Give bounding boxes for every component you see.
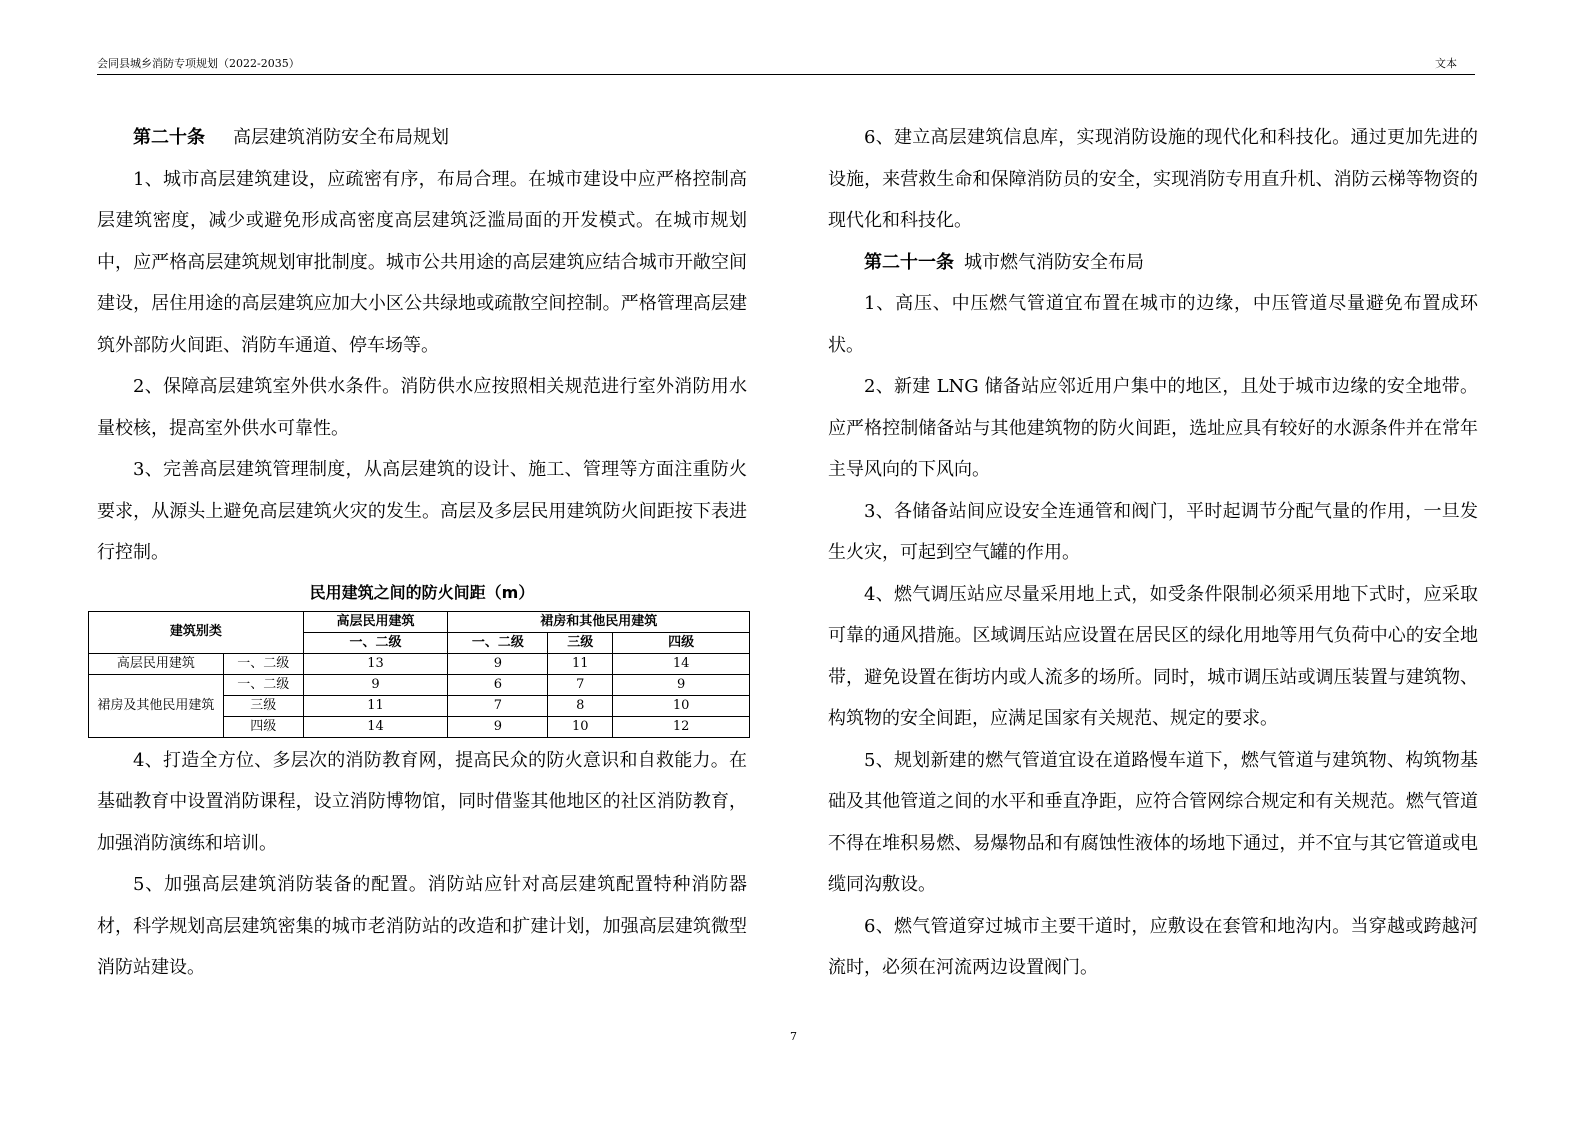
left-column xyxy=(97,117,747,989)
fire-separation-table xyxy=(88,611,750,738)
right-column xyxy=(828,117,1478,989)
table-cell: 9 xyxy=(613,674,750,695)
article-title: 高层建筑消防安全布局规划 xyxy=(233,127,449,148)
table-cell: 7 xyxy=(548,674,613,695)
header-category: 建筑别类 xyxy=(89,611,304,653)
article-20-heading xyxy=(97,117,747,159)
gas-paragraph-4: 4、燃气调压站应尽量采用地上式，如受条件限制必须采用地下式时，应采取可靠的通风措施。区域调压站应设置在居民区的绿化用地等用气负荷中心的安全地带，避免设置在街坊内或人流多的场所。同时，城市调压站或调压装置与建筑物、构筑物的安全间距，应满足国家有关规范、规定的要求。 xyxy=(828,583,1478,729)
table-cell: 13 xyxy=(303,653,448,674)
page-header xyxy=(97,54,1475,75)
table-cell: 12 xyxy=(613,716,750,737)
table-cell: 8 xyxy=(548,695,613,716)
section-label: 文本 xyxy=(1435,57,1457,70)
table-cell: 7 xyxy=(448,695,548,716)
paragraph-2: 2、保障高层建筑室外供水条件。消防供水应按照相关规范进行室外消防用水量校核，提高室外供水可靠性。 xyxy=(97,376,747,439)
paragraph-5: 5、加强高层建筑消防装备的配置。消防站应针对高层建筑配置特种消防器材，科学规划高层建筑密集的城市老消防站的改造和扩建计划，加强高层建筑微型消防站建设。 xyxy=(97,874,747,978)
table-cell: 14 xyxy=(303,716,448,737)
row-grade: 三级 xyxy=(223,695,303,716)
table-cell: 10 xyxy=(613,695,750,716)
table-cell: 6 xyxy=(448,674,548,695)
header-grade-4: 四级 xyxy=(613,632,750,653)
header-grade-3: 三级 xyxy=(548,632,613,653)
row-group-label: 裙房及其他民用建筑 xyxy=(89,674,224,737)
table-cell: 10 xyxy=(548,716,613,737)
table-row xyxy=(89,674,750,695)
article-number: 第二十一条 xyxy=(864,251,954,273)
table-cell: 11 xyxy=(303,695,448,716)
header-podium: 裙房和其他民用建筑 xyxy=(448,611,750,632)
paragraph-6: 6、建立高层建筑信息库，实现消防设施的现代化和科技化。通过更加先进的设施，来营救生命和保障消防员的安全，实现消防专用直升机、消防云梯等物资的现代化和科技化。 xyxy=(828,127,1478,231)
header-grade-12b: 一、二级 xyxy=(448,632,548,653)
table-cell: 9 xyxy=(448,653,548,674)
gas-paragraph-5: 5、规划新建的燃气管道宜设在道路慢车道下，燃气管道与建筑物、构筑物基础及其他管道之间的水平和垂直净距，应符合管网综合规定和有关规范。燃气管道不得在堆积易燃、易爆物品和有腐蚀性液体的场地下通过，并不宜与其它管道或电缆同沟敷设。 xyxy=(828,749,1478,895)
paragraph-3: 3、完善高层建筑管理制度，从高层建筑的设计、施工、管理等方面注重防火要求，从源头上避免高层建筑火灾的发生。高层及多层民用建筑防火间距按下表进行控制。 xyxy=(97,459,747,563)
page-number: 7 xyxy=(790,1030,797,1043)
row-grade: 四级 xyxy=(223,716,303,737)
table-title: 民用建筑之间的防火间距（m） xyxy=(309,582,535,602)
gas-paragraph-2: 2、新建 LNG 储备站应邻近用户集中的地区，且处于城市边缘的安全地带。应严格控制储备站与其他建筑物的防火间距，选址应具有较好的水源条件并在常年主导风向的下风向。 xyxy=(828,376,1478,480)
header-highrise: 高层民用建筑 xyxy=(303,611,448,632)
table-cell: 9 xyxy=(303,674,448,695)
paragraph-4: 4、打造全方位、多层次的消防教育网，提高民众的防火意识和自救能力。在基础教育中设置消防课程，设立消防博物馆，同时借鉴其他地区的社区消防教育，加强消防演练和培训。 xyxy=(97,749,747,854)
table-cell: 11 xyxy=(548,653,613,674)
table-cell: 14 xyxy=(613,653,750,674)
row-grade: 一、二级 xyxy=(223,653,303,674)
article-title: 城市燃气消防安全布局 xyxy=(964,251,1144,273)
paragraph-1: 1、城市高层建筑建设，应疏密有序，布局合理。在城市建设中应严格控制高层建筑密度，减少或避免形成高密度高层建筑泛滥局面的开发模式。在城市规划中，应严格高层建筑规划审批制度。城市公共用途的高层建筑应结合城市开敞空间建设，居住用途的高层建筑应加大小区公共绿地或疏散空间控制。严格管理高层建筑外部防火间距、消防车通道、停车场等。 xyxy=(97,168,747,356)
table-row xyxy=(89,653,750,674)
article-number: 第二十条 xyxy=(133,127,205,148)
table-cell: 9 xyxy=(448,716,548,737)
gas-paragraph-6: 6、燃气管道穿过城市主要干道时，应敷设在套管和地沟内。当穿越或跨越河流时，必须在河流两边设置阀门。 xyxy=(828,915,1478,978)
row-grade: 一、二级 xyxy=(223,674,303,695)
article-21-heading xyxy=(828,242,1478,284)
document-title: 会同县城乡消防专项规划（2022-2035） xyxy=(97,57,300,70)
header-grade-12: 一、二级 xyxy=(303,632,448,653)
gas-paragraph-1: 1、高压、中压燃气管道宜布置在城市的边缘，中压管道尽量避免布置成环状。 xyxy=(828,293,1478,356)
gas-paragraph-3: 3、各储备站间应设安全连通管和阀门，平时起调节分配气量的作用，一旦发生火灾，可起到空气罐的作用。 xyxy=(828,500,1478,563)
row-label: 高层民用建筑 xyxy=(89,653,224,674)
